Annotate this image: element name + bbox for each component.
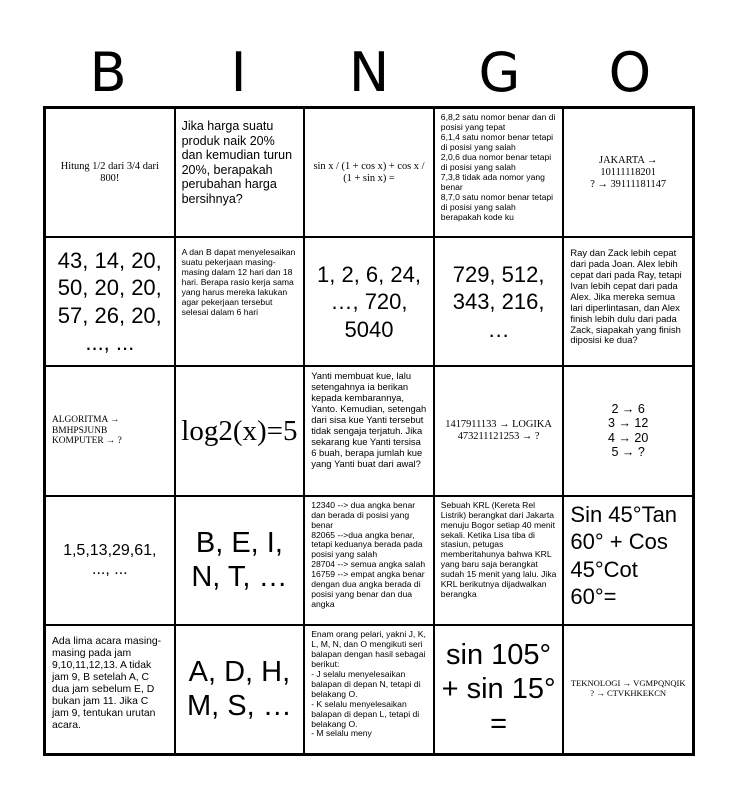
- header-letter-i: I: [230, 41, 247, 104]
- cell-2-1[interactable]: 43, 14, 20, 50, 20, 20, 57, 26, 20, ..., ...: [45, 237, 175, 366]
- cell-3-5[interactable]: 2 → 6 3 → 12 4 → 20 5 → ?: [563, 366, 693, 495]
- cell-1-1[interactable]: Hitung 1/2 dari 3/4 dari 800!: [45, 108, 175, 237]
- cell-1-5[interactable]: JAKARTA → 10111118201 ? → 39111181147: [563, 108, 693, 237]
- cell-5-1[interactable]: Ada lima acara masing-masing pada jam 9,10,11,12,13. A tidak jam 9, B setelah A, C dua jam sebelum E, D bukan jam 11. Jika C jam 9, tentukan urutan acara.: [45, 625, 175, 754]
- cell-3-2[interactable]: log2(x)=5: [175, 366, 305, 495]
- cell-2-3[interactable]: 1, 2, 6, 24, …, 720, 5040: [304, 237, 434, 366]
- cell-1-4[interactable]: 6,8,2 satu nomor benar dan di posisi yang tepat 6,1,4 satu nomor benar tetapi di posisi yang salah 2,0,6 dua nomor benar tetapi di posisi yang salah 7,3,8 tidak ada nomor yang benar 8,7,0 satu nomor benar tetapi di posisi yang salah berapakah kode ku: [434, 108, 564, 237]
- cell-4-5[interactable]: Sin 45°Tan 60° + Cos 45°Cot 60°=: [563, 496, 693, 625]
- header-letter-n: N: [348, 41, 390, 104]
- cell-2-2[interactable]: A dan B dapat menyelesaikan suatu pekerjaan masing-masing dalam 12 hari dan 18 hari. Berapa rasio kerja sama yang harus mereka lakukan agar pekerjaan tersebut selesai dalam 6 hari: [175, 237, 305, 366]
- cell-3-4[interactable]: 1417911133 → LOGIKA 473211121253 → ?: [434, 366, 564, 495]
- header-letter-g: G: [478, 41, 521, 104]
- cell-1-3[interactable]: sin x / (1 + cos x) + cos x / (1 + sin x) =: [304, 108, 434, 237]
- cell-2-5[interactable]: Ray dan Zack lebih cepat dari pada Joan. Alex lebih cepat dari pada Ray, tetapi Ivan lebih cepat dari pada Alex. Jika mereka semua lari diperlintasan, dan Alex finish lebih dulu dari pada Zack, siapakah yang finish diposisi ke dua?: [563, 237, 693, 366]
- cell-4-1[interactable]: 1,5,13,29,61, ..., ...: [45, 496, 175, 625]
- cell-1-2[interactable]: Jika harga suatu produk naik 20% dan kemudian turun 20%, berapakah perubahan harga bersihnya?: [175, 108, 305, 237]
- header-letter-o: O: [608, 41, 652, 104]
- cell-5-5[interactable]: TEKNOLOGI → VGMPQNQIK ? → CTVKHKEKCN: [563, 625, 693, 754]
- header-letter-b: B: [89, 41, 127, 104]
- cell-5-2[interactable]: A, D, H, M, S, …: [175, 625, 305, 754]
- cell-4-4[interactable]: Sebuah KRL (Kereta Rel Listrik) berangkat dari Jakarta menuju Bogor setiap 40 menit sekali. Ketika Lisa tiba di stasiun, petugas memberitahunya bahwa KRL yang baru saja berangkat sudah 15 menit yang lalu. Jika KRL berikutnya dijadwalkan berangka: [434, 496, 564, 625]
- cell-3-3[interactable]: Yanti membuat kue, lalu setengahnya ia berikan kepada kembarannya, Yanto. Kemudian, setengah dari sisa kue Yanti tersebut tidak sengaja terjatuh. Jika sekarang kue Yanti tersisa 6 buah, berapa jumlah kue yang Yanti buat dari awal?: [304, 366, 434, 495]
- cell-3-1[interactable]: ALGORITMA → BMHPSJUNB KOMPUTER → ?: [45, 366, 175, 495]
- cell-5-4[interactable]: sin 105° + sin 15° =: [434, 625, 564, 754]
- bingo-header: [43, 40, 695, 106]
- cell-4-3[interactable]: 12340 --> dua angka benar dan berada di posisi yang benar 82065 -->dua angka benar, tetapi keduanya berada pada posisi yang salah 28704 --> semua angka salah 16759 --> empat angka benar dengan dua angka berada di posisi yang benar dan dua angka: [304, 496, 434, 625]
- cell-4-2[interactable]: B, E, I, N, T, …: [175, 496, 305, 625]
- bingo-card: [43, 106, 695, 756]
- cell-5-3[interactable]: Enam orang pelari, yakni J, K, L, M, N, dan O mengikuti seri balapan dengan hasil sebagai berikut: - J selalu menyelesaikan balapan di depan N, tetapi di belakang O. - K selalu menyelesaikan balapan di depan L, tetapi di belakang O. - M selalu meny: [304, 625, 434, 754]
- cell-2-4[interactable]: 729, 512, 343, 216, …: [434, 237, 564, 366]
